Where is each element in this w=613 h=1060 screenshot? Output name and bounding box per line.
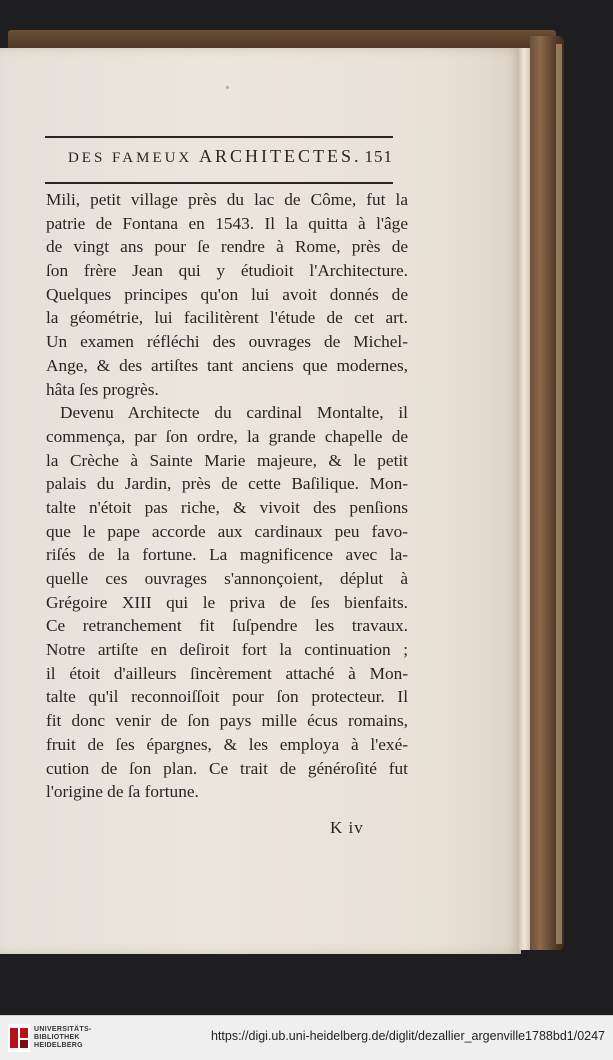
library-name-line1: UNIVERSITÄTS- <box>34 1026 92 1033</box>
text-line: talte n'étoit pas riche, & vivoit des penſions <box>46 497 408 517</box>
text-line: fruit de ſes épargnes, & les employa à l'exé- <box>46 734 408 754</box>
text-line: Mili, petit village près du lac de Côme, fut la <box>46 190 408 209</box>
running-head <box>45 146 393 176</box>
spine-rim <box>556 44 562 944</box>
text-line: Notre artiſte en deſiroit fort la continuation ; <box>46 640 408 660</box>
text-line: que le pape accorde aux cardinaux peu favo- <box>46 521 408 541</box>
text-line: quelle ces ouvrages s'annonçoient, déplut à <box>46 569 408 588</box>
running-title <box>45 146 365 167</box>
paper-speck <box>226 86 229 89</box>
text-line: riſés de la fortune. La magnificence avec la- <box>46 545 408 565</box>
text-line: il étoit d'ailleurs ſincèrement attaché à Mon- <box>46 663 408 683</box>
text-line: Quelques principes qu'on lui avoit donnés de <box>46 284 408 304</box>
text-line: Grégoire XIII qui le priva de ſes bienfaits. <box>46 592 408 612</box>
library-name-line2: BIBLIOTHEK <box>34 1034 80 1041</box>
text-line: patrie de Fontana en 1543. Il la quitta à l'âge <box>46 213 408 233</box>
text-line: la Crèche à Sainte Marie majeure, & le petit <box>46 450 408 470</box>
body-text <box>46 188 408 804</box>
text-line: Ce retranchement fit ſuſpendre les travaux. <box>46 616 408 636</box>
text-line: la géométrie, lui facilitèrent l'étude de cet art. <box>46 308 408 328</box>
signature-mark: K iv <box>330 818 364 837</box>
text-line: talte qu'il reconnoiſſoit pour ſon protecteur. Il <box>46 687 408 707</box>
library-name <box>34 1026 92 1050</box>
text-line: Ange, & des artiſtes tant anciens que modernes, <box>46 355 408 375</box>
text-line: commença, par ſon ordre, la grande chapelle de <box>46 426 408 446</box>
text-line: de vingt ans pour ſe rendre à Rome, près de <box>46 237 408 257</box>
text-line: Devenu Architecte du cardinal Montalte, il <box>60 403 408 423</box>
text-line: fit donc venir de ſon pays mille écus romains, <box>46 711 408 731</box>
text-line: Un examen réfléchi des ouvrages de Michel- <box>46 332 408 352</box>
header-rule-top <box>45 136 393 138</box>
text-line: hâta ſes progrès. <box>46 379 159 399</box>
header-rule-bottom <box>45 182 393 184</box>
text-line: cution de ſon plan. Ce trait de généroſité fut <box>46 758 408 778</box>
text-line: l'origine de ſa fortune. <box>46 782 199 802</box>
university-library-logo-icon[interactable] <box>8 1024 30 1052</box>
running-title-prefix: DES FAMEUX <box>67 150 200 166</box>
text-line: palais du Jardin, près de cette Baſilique. Mon- <box>46 474 408 494</box>
page-number: 151 <box>364 147 393 166</box>
running-title-word: ARCHITECTES. <box>199 146 362 166</box>
viewer-footer <box>0 1015 613 1060</box>
permalink-url[interactable]: https://digi.ub.uni-heidelberg.de/diglit/dezallier_argenville1788bd1/0247 <box>210 1029 605 1043</box>
text-line: ſon frère Jean qui y étudioit l'Architecture. <box>46 261 408 281</box>
library-name-line3: HEIDELBERG <box>34 1042 83 1049</box>
